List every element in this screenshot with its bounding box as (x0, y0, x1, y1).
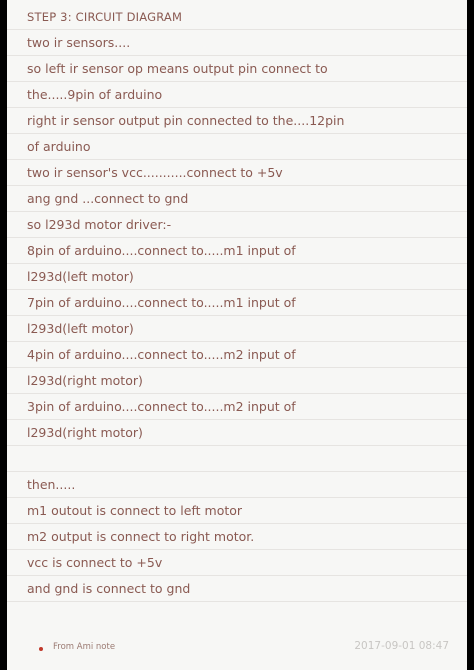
source-dot-icon (39, 647, 43, 651)
note-line: l293d(right motor) (7, 368, 467, 394)
note-line: m2 output is connect to right motor. (7, 524, 467, 550)
note-footer (7, 636, 467, 664)
note-line: so l293d motor driver:- (7, 212, 467, 238)
note-timestamp: 2017-09-01 08:47 (354, 640, 449, 652)
note-line: two ir sensor's vcc...........connect to +5v (7, 160, 467, 186)
note-page (7, 0, 467, 670)
note-line: l293d(right motor) (7, 420, 467, 446)
note-line: so left ir sensor op means output pin connect to (7, 56, 467, 82)
note-line: ang gnd ...connect to gnd (7, 186, 467, 212)
note-line-blank (7, 446, 467, 472)
note-source: From Ami note (53, 642, 116, 652)
note-line: of arduino (7, 134, 467, 160)
note-line: 7pin of arduino....connect to.....m1 input of (7, 290, 467, 316)
note-line: l293d(left motor) (7, 264, 467, 290)
note-line: l293d(left motor) (7, 316, 467, 342)
note-line: m1 outout is connect to left motor (7, 498, 467, 524)
note-line: two ir sensors.... (7, 30, 467, 56)
note-line: 8pin of arduino....connect to.....m1 input of (7, 238, 467, 264)
note-line: vcc is connect to +5v (7, 550, 467, 576)
note-line: the.....9pin of arduino (7, 82, 467, 108)
note-title: STEP 3: CIRCUIT DIAGRAM (7, 4, 467, 30)
note-body[interactable] (7, 4, 467, 602)
note-line: right ir sensor output pin connected to the....12pin (7, 108, 467, 134)
note-line: 3pin of arduino....connect to.....m2 input of (7, 394, 467, 420)
note-line: 4pin of arduino....connect to.....m2 input of (7, 342, 467, 368)
note-line: then..... (7, 472, 467, 498)
note-line: and gnd is connect to gnd (7, 576, 467, 602)
